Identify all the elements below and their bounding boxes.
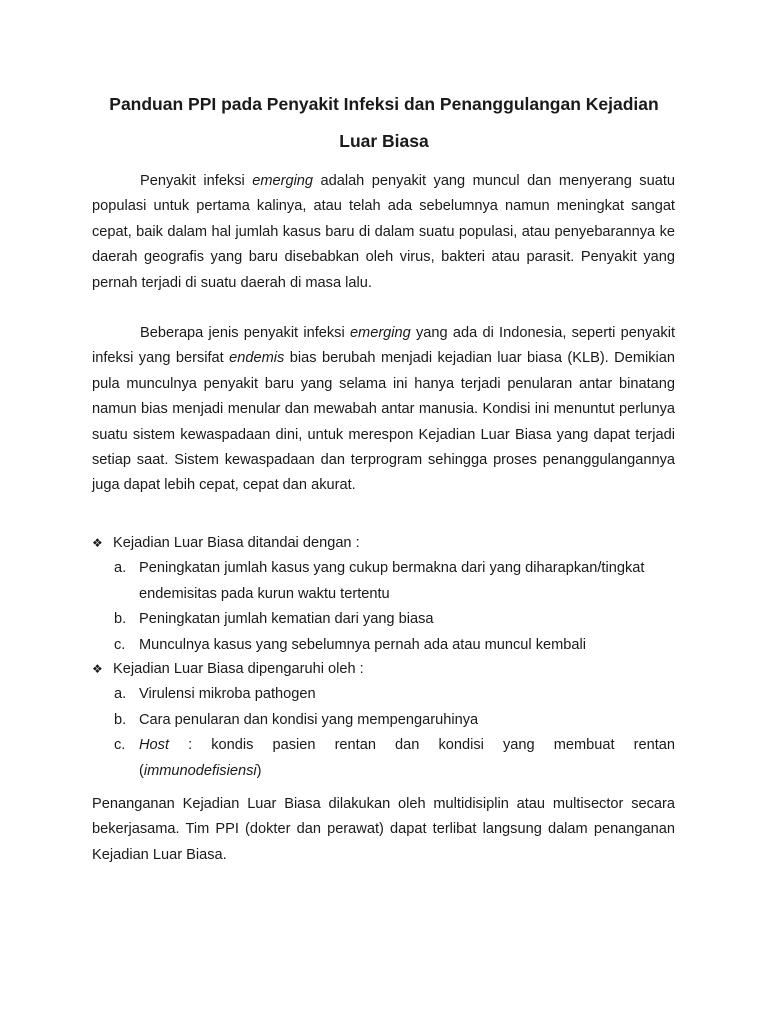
- paragraph-1-emphasis: emerging: [252, 173, 314, 189]
- paragraph-1: [92, 169, 675, 296]
- diamond-bullet-icon: ❖: [92, 536, 103, 550]
- paragraph-2-emphasis-1: emerging: [349, 325, 411, 341]
- list-item: [92, 633, 675, 658]
- list-item: [92, 708, 675, 733]
- list-item-text: Peningkatan jumlah kematian dari yang biasa: [139, 611, 434, 628]
- list-marker: b.: [114, 611, 127, 628]
- list-heading: Kejadian Luar Biasa dipengaruhi oleh :: [113, 661, 364, 677]
- host-description: : kondis pasien rentan dan kondisi yang membuat rentan: [169, 737, 675, 754]
- list-item-text: Virulensi mikroba pathogen: [139, 686, 316, 703]
- list-heading-row: [92, 657, 675, 682]
- paragraph-1-text-a: Penyakit infeksi: [140, 173, 253, 189]
- immunodefisiensi-term: immunodefisiensi: [143, 762, 257, 779]
- list-item-text: Peningkatan jumlah kasus yang cukup bermakna dari yang diharapkan/tingkat endemisitas pada kurun waktu tertentu: [139, 560, 645, 602]
- host-line-2: [139, 759, 675, 784]
- list-heading-row: [92, 531, 675, 556]
- list-item: [92, 733, 675, 784]
- paragraph-1-text-b: adalah penyakit yang muncul dan menyerang suatu populasi untuk pertama kalinya, atau telah ada sebelumnya namun meningkat sangat cepat, baik dalam hal jumlah kasus baru di dalam suatu populasi, atau penyebarannya ke daerah geografis yang baru disebabkan oleh virus, bakteri atau parasit. Penyakit yang pernah terjadi di suatu daerah di masa lalu.: [92, 173, 675, 291]
- paragraph-2-text-b: yang ada di Indonesia, seperti penyakit infeksi yang bersifat: [92, 325, 675, 367]
- list-kejadian-dipengaruhi: [92, 657, 675, 784]
- diamond-bullet-icon: ❖: [92, 662, 103, 676]
- paren-close: ): [256, 762, 262, 779]
- list-marker: c.: [114, 636, 126, 653]
- paragraph-2-emphasis-2: endemis: [229, 350, 285, 367]
- list-heading: Kejadian Luar Biasa ditandai dengan :: [113, 535, 360, 551]
- list-marker: c.: [114, 737, 126, 754]
- paren-open: (: [139, 762, 144, 779]
- paragraph-2: [92, 321, 675, 499]
- list-item: [92, 556, 675, 607]
- paragraph-2-text-c: bias berubah menjadi kejadian luar biasa (KLB). Demikian pula munculnya penyakit baru yang selama ini hanya terjadi penularan antar binatang namun bias menjadi menular dan mewabah antar manusia. Kondisi ini menuntut perlunya suatu sistem kewaspadaan dini, untuk merespon Kejadian Luar Biasa yang dapat terjadi setiap saat. Sistem kewaspadaan dan terprogram sehingga proses penanggulangannya juga dapat lebih cepat, cepat dan akurat.: [92, 350, 675, 494]
- list-item-text-host: [139, 733, 675, 784]
- list-item: [92, 682, 675, 707]
- list-item-text: Munculnya kasus yang sebelumnya pernah ada atau muncul kembali: [139, 636, 586, 653]
- list-item-text: Cara penularan dan kondisi yang mempengaruhinya: [139, 711, 479, 728]
- list-item: [92, 607, 675, 632]
- paragraph-3: Penanganan Kejadian Luar Biasa dilakukan oleh multidisiplin atau multisector secara bekerjasama. Tim PPI (dokter dan perawat) dapat terlibat langsung dalam penanganan Kejadian Luar Biasa.: [92, 796, 675, 863]
- host-line: [139, 733, 675, 758]
- list-kejadian-ditandai: [92, 531, 675, 658]
- list-marker: a.: [114, 686, 127, 703]
- list-marker: b.: [114, 711, 127, 728]
- paragraph-2-text-a: Beberapa jenis penyakit infeksi: [140, 325, 350, 341]
- host-term: Host: [139, 737, 170, 754]
- document-title: Panduan PPI pada Penyakit Infeksi dan Penanggulangan Kejadian Luar Biasa: [109, 94, 659, 151]
- list-marker: a.: [114, 560, 127, 577]
